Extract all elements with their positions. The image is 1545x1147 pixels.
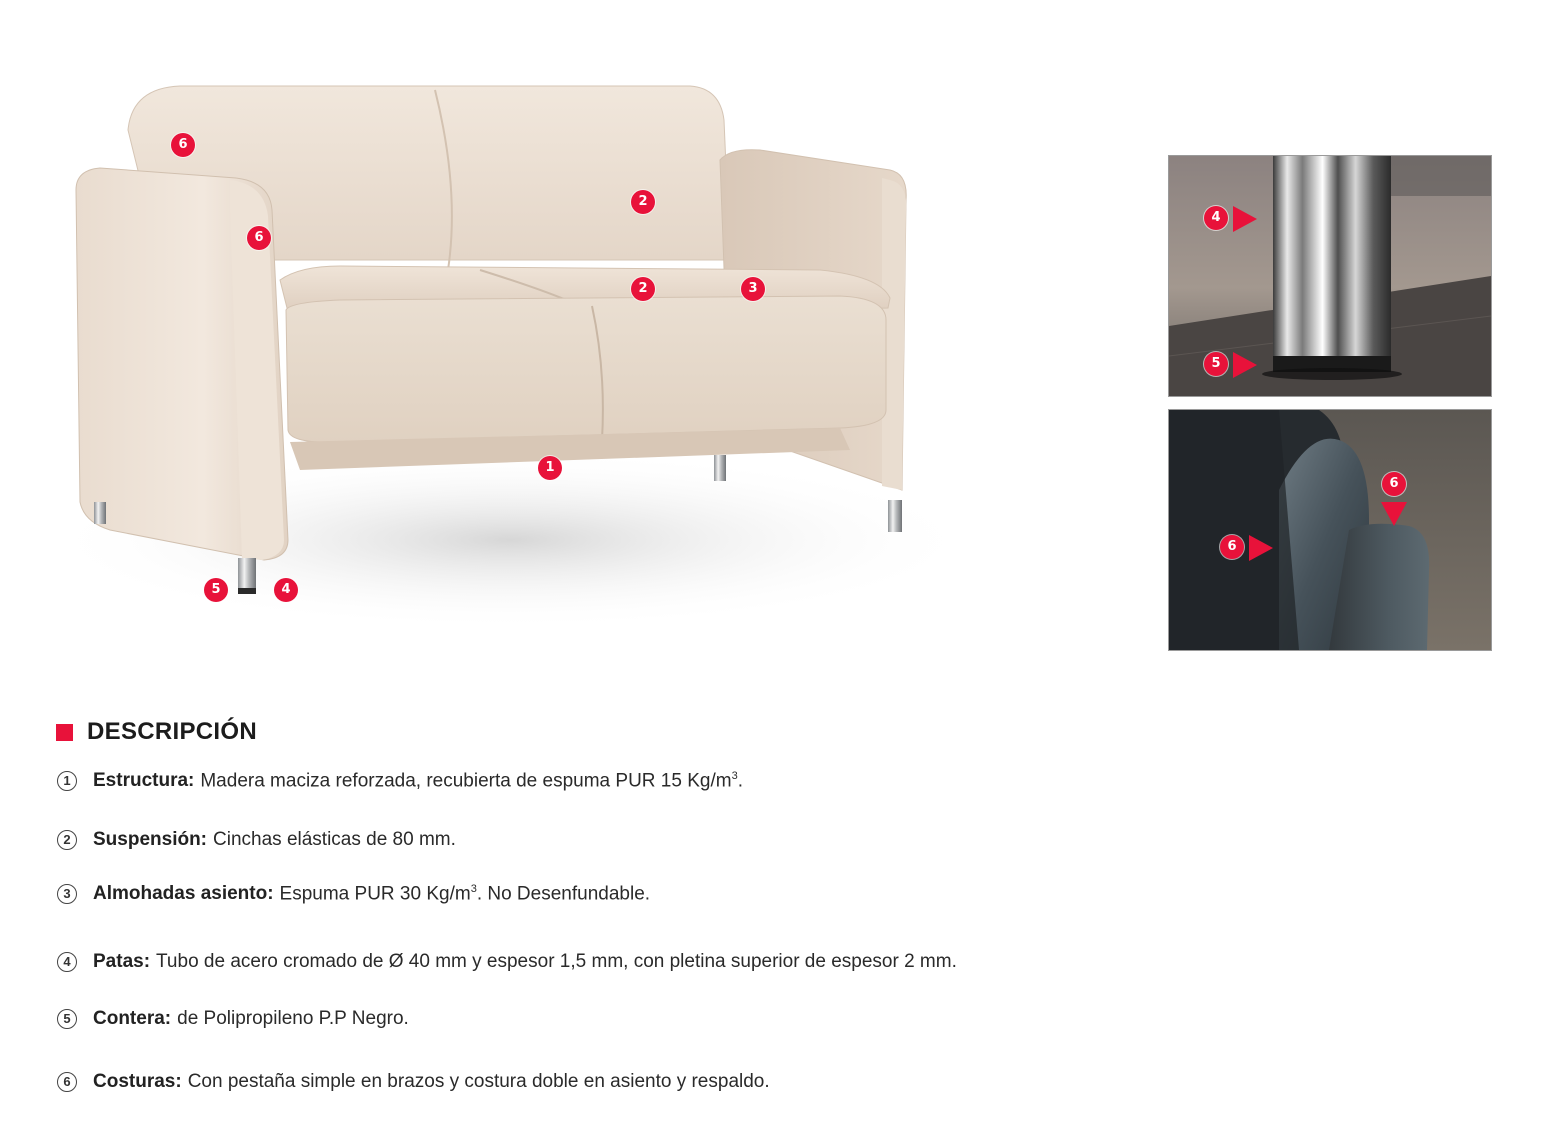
spec-text: Cinchas elásticas de 80 mm. bbox=[213, 829, 456, 850]
spec-number: 4 bbox=[57, 952, 77, 972]
description-heading bbox=[56, 718, 257, 746]
spec-number: 5 bbox=[57, 1009, 77, 1029]
marker-1-frame: 1 bbox=[538, 456, 562, 480]
heading-text: DESCRIPCIÓN bbox=[87, 718, 257, 745]
marker-6-side-detail: 6 bbox=[1220, 535, 1244, 559]
spec-label: Almohadas asiento: bbox=[93, 883, 274, 905]
marker-2-back: 2 bbox=[631, 190, 655, 214]
marker-6-arm: 6 bbox=[247, 226, 271, 250]
spec-number: 3 bbox=[57, 884, 77, 904]
spec-item-seat-cushions bbox=[57, 883, 650, 905]
leg-detail-photo bbox=[1168, 155, 1492, 397]
marker-3-seat: 3 bbox=[741, 277, 765, 301]
pointer-arrow-icon bbox=[1233, 206, 1257, 232]
spec-item-suspension bbox=[57, 829, 456, 851]
spec-label: Patas: bbox=[93, 951, 151, 972]
spec-number: 1 bbox=[57, 771, 77, 791]
pointer-arrow-icon bbox=[1233, 352, 1257, 378]
spec-label: Contera: bbox=[93, 1008, 172, 1029]
seam-detail-photo bbox=[1168, 409, 1492, 651]
spec-text: Tubo de acero cromado de Ø 40 mm y espesor 1,5 mm, con pletina superior de espesor 2 mm. bbox=[156, 951, 957, 972]
marker-4-leg: 4 bbox=[274, 578, 298, 602]
marker-2-seat: 2 bbox=[631, 277, 655, 301]
pointer-arrow-icon bbox=[1249, 535, 1273, 561]
spec-item-seams bbox=[57, 1071, 770, 1093]
spec-text: de Polipropileno P.P Negro. bbox=[177, 1008, 409, 1029]
spec-number: 6 bbox=[57, 1072, 77, 1092]
spec-label: Costuras: bbox=[93, 1071, 182, 1092]
spec-label: Estructura: bbox=[93, 770, 195, 792]
marker-4-leg-detail: 4 bbox=[1204, 206, 1228, 230]
spec-label: Suspensión: bbox=[93, 829, 208, 850]
spec-item-legs bbox=[57, 951, 957, 973]
spec-item-structure bbox=[57, 770, 743, 792]
spec-text: Madera maciza reforzada, recubierta de espuma PUR 15 $Kg/m^3$. bbox=[200, 770, 743, 792]
spec-text: Espuma PUR 30 $Kg/m^3$. No Desenfundable. bbox=[279, 883, 651, 905]
marker-6-back: 6 bbox=[171, 133, 195, 157]
sofa-product-image bbox=[40, 70, 980, 630]
spec-item-end-cap bbox=[57, 1008, 409, 1030]
spec-number: 2 bbox=[57, 830, 77, 850]
marker-6-top-detail: 6 bbox=[1382, 472, 1406, 496]
pointer-arrow-icon bbox=[1381, 502, 1407, 526]
marker-5-cap-detail: 5 bbox=[1204, 352, 1228, 376]
marker-5-cap: 5 bbox=[204, 578, 228, 602]
heading-bullet-icon bbox=[56, 724, 73, 741]
spec-text: Con pestaña simple en brazos y costura doble en asiento y respaldo. bbox=[187, 1071, 770, 1092]
